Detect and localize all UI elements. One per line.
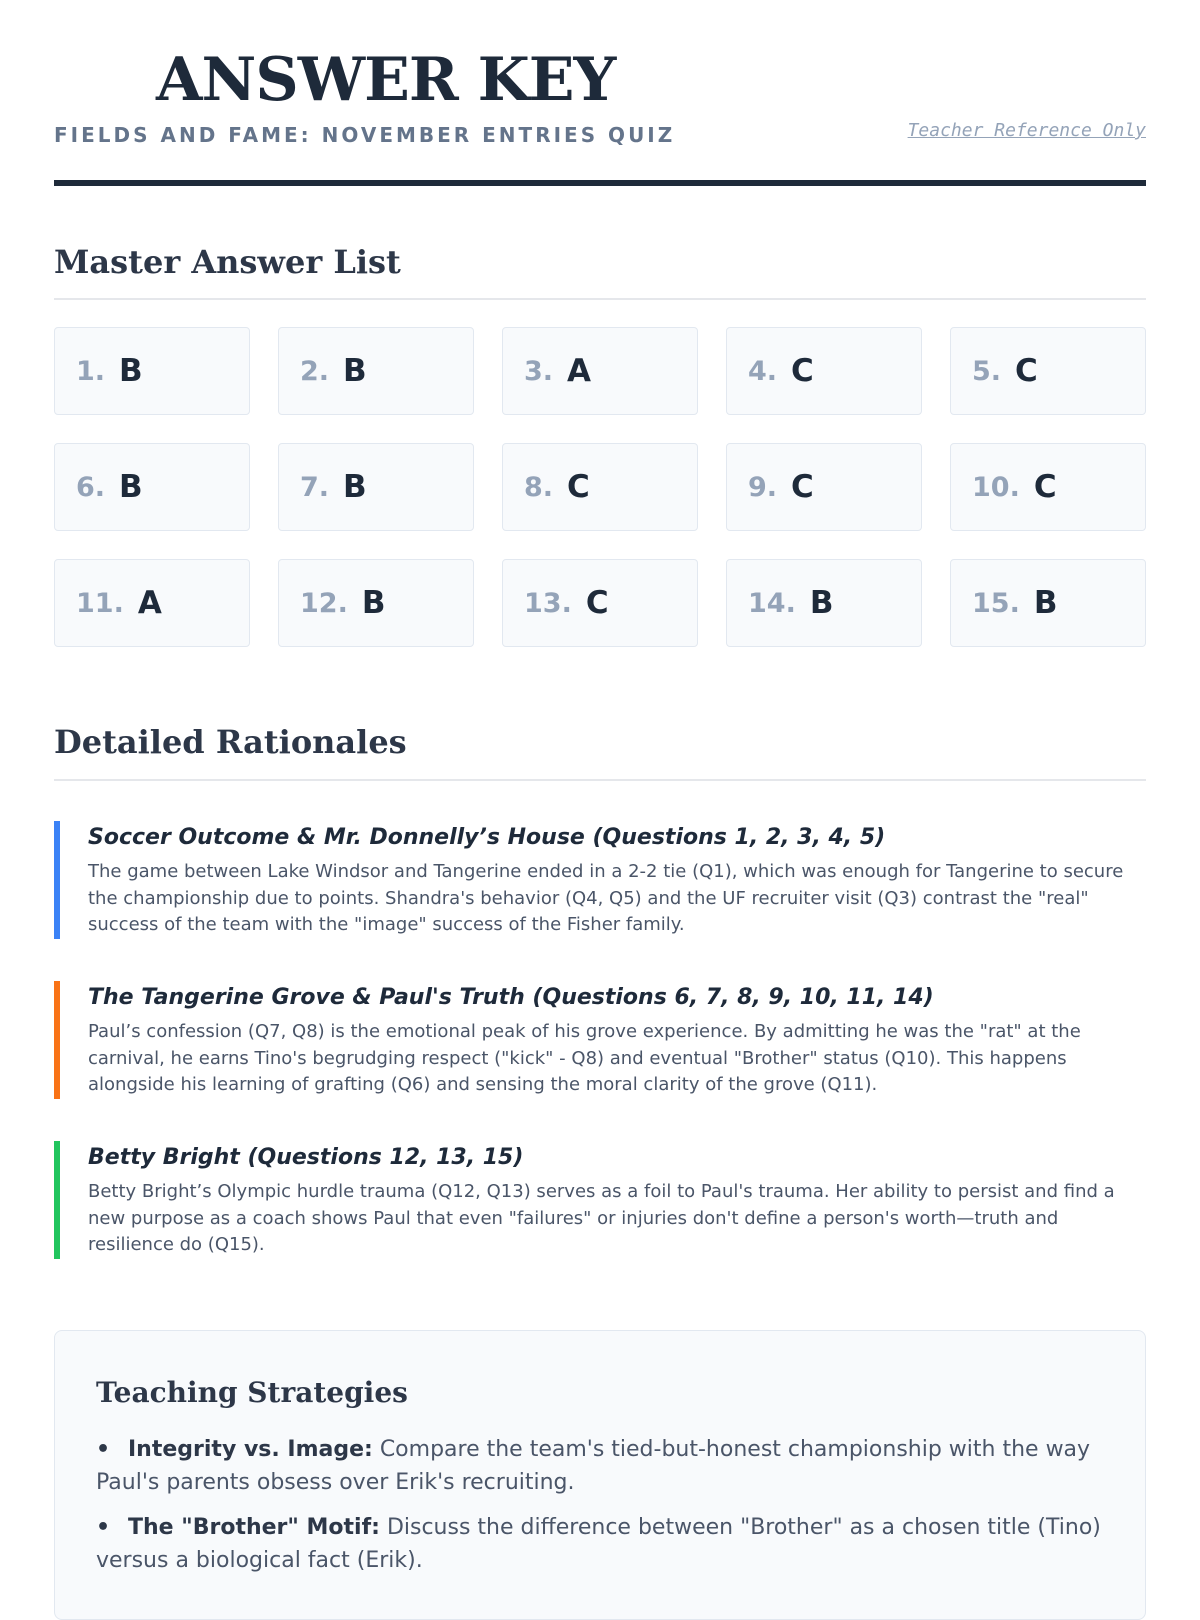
- question-number: 5.: [972, 355, 1002, 387]
- answer-grid: [54, 327, 1146, 647]
- question-number: 8.: [524, 471, 554, 503]
- teacher-reference-note: Teacher Reference Only: [907, 120, 1146, 141]
- bullet-icon: •: [96, 1437, 111, 1462]
- rationale-body: The game between Lake Windsor and Tangerine ended in a 2-2 tie (Q1), which was enough for Tangerine to secure the championship due to points. Shandra's behavior (Q4, Q5) and the UF recruiter visit (Q3) contrast the "real" success of the team with the "image" success of the Fisher family.: [88, 861, 1124, 936]
- rationale-title: The Tangerine Grove & Paul's Truth (Questions 6, 7, 8, 9, 10, 11, 14): [88, 984, 934, 1010]
- strategy-item-brother-motif: [96, 1511, 1105, 1577]
- rationale-accent-bar: [54, 821, 60, 939]
- answer-card-15: [950, 559, 1146, 647]
- question-number: 12.: [300, 587, 348, 619]
- answer-letter: B: [343, 353, 367, 389]
- strategy-text: Discuss the difference between "Brother" as a chosen title (Tino) versus a biological fact (Erik).: [96, 1515, 1101, 1573]
- question-number: 4.: [748, 355, 778, 387]
- answer-card-14: [726, 559, 922, 647]
- answer-card-12: [278, 559, 474, 647]
- question-number: 2.: [300, 355, 330, 387]
- answer-letter: C: [567, 469, 590, 505]
- question-number: 13.: [524, 587, 572, 619]
- rationale-tangerine-grove: [54, 981, 1146, 1099]
- question-number: 11.: [76, 587, 124, 619]
- page-header: [54, 0, 1146, 186]
- teaching-strategies-box: [54, 1330, 1146, 1620]
- question-number: 1.: [76, 355, 106, 387]
- answer-letter: B: [119, 353, 143, 389]
- strategy-label: The "Brother" Motif:: [128, 1515, 380, 1540]
- answer-letter: B: [343, 469, 367, 505]
- answer-letter: C: [791, 469, 814, 505]
- answer-card-4: [726, 327, 922, 415]
- answer-card-11: [54, 559, 250, 647]
- question-number: 6.: [76, 471, 106, 503]
- page-title: ANSWER KEY: [156, 45, 616, 115]
- rationale-body: Paul’s confession (Q7, Q8) is the emotional peak of his grove experience. By admitting he was the "rat" at the carnival, he earns Tino's begrudging respect ("kick" - Q8) and eventual "Brother" status (Q10). This happens alongside his learning of grafting (Q6) and sensing the moral clarity of the grove (Q11).: [88, 1021, 1081, 1096]
- answer-letter: C: [585, 585, 609, 621]
- section-divider: [54, 779, 1146, 781]
- strategy-label: Integrity vs. Image:: [128, 1437, 373, 1462]
- bullet-icon: •: [96, 1515, 111, 1540]
- answer-card-2: [278, 327, 474, 415]
- rationale-accent-bar: [54, 981, 60, 1099]
- answer-letter: A: [567, 353, 592, 389]
- rationale-betty-bright: [54, 1141, 1146, 1259]
- answer-letter: B: [361, 585, 386, 621]
- answer-card-3: [502, 327, 698, 415]
- answer-letter: C: [1015, 353, 1038, 389]
- answer-letter: B: [809, 585, 834, 621]
- question-number: 9.: [748, 471, 778, 503]
- answer-card-6: [54, 443, 250, 531]
- question-number: 14.: [748, 587, 796, 619]
- section-divider: [54, 298, 1146, 300]
- detailed-rationales-section: [54, 723, 1146, 1259]
- answer-card-8: [502, 443, 698, 531]
- question-number: 7.: [300, 471, 330, 503]
- answer-letter: C: [1033, 469, 1057, 505]
- question-number: 15.: [972, 587, 1020, 619]
- strategy-list: [96, 1433, 1105, 1577]
- rationale-soccer-outcome: [54, 821, 1146, 939]
- rationale-title: Soccer Outcome & Mr. Donnelly’s House (Questions 1, 2, 3, 4, 5): [88, 825, 886, 850]
- rationale-accent-bar: [54, 1141, 60, 1259]
- answer-letter: C: [791, 353, 814, 389]
- detailed-rationales-heading: Detailed Rationales: [54, 723, 407, 761]
- strategy-text: Compare the team's tied-but-honest championship with the way Paul's parents obsess over Erik's recruiting.: [96, 1437, 1091, 1495]
- master-answer-list-section: [54, 243, 1146, 647]
- answer-card-7: [278, 443, 474, 531]
- answer-letter: A: [137, 585, 162, 621]
- header-divider: [54, 180, 1146, 186]
- answer-letter: B: [1033, 585, 1058, 621]
- quiz-subtitle: FIELDS AND FAME: NOVEMBER ENTRIES QUIZ: [54, 123, 676, 147]
- rationale-title: Betty Bright (Questions 12, 13, 15): [88, 1144, 524, 1170]
- strategy-item-integrity: [96, 1433, 1105, 1499]
- answer-card-1: [54, 327, 250, 415]
- question-number: 10.: [972, 471, 1020, 503]
- rationale-body: Betty Bright’s Olympic hurdle trauma (Q12, Q13) serves as a foil to Paul's trauma. Her ability to persist and find a new purpose as a coach shows Paul that even "failures" or injuries don't define a person's worth—truth and resilience do (Q15).: [88, 1181, 1115, 1256]
- answer-card-9: [726, 443, 922, 531]
- answer-letter: B: [119, 469, 143, 505]
- question-number: 3.: [524, 355, 554, 387]
- teaching-strategies-heading: Teaching Strategies: [96, 1376, 408, 1409]
- answer-card-10: [950, 443, 1146, 531]
- answer-card-5: [950, 327, 1146, 415]
- master-answer-list-heading: Master Answer List: [54, 243, 401, 281]
- answer-card-13: [502, 559, 698, 647]
